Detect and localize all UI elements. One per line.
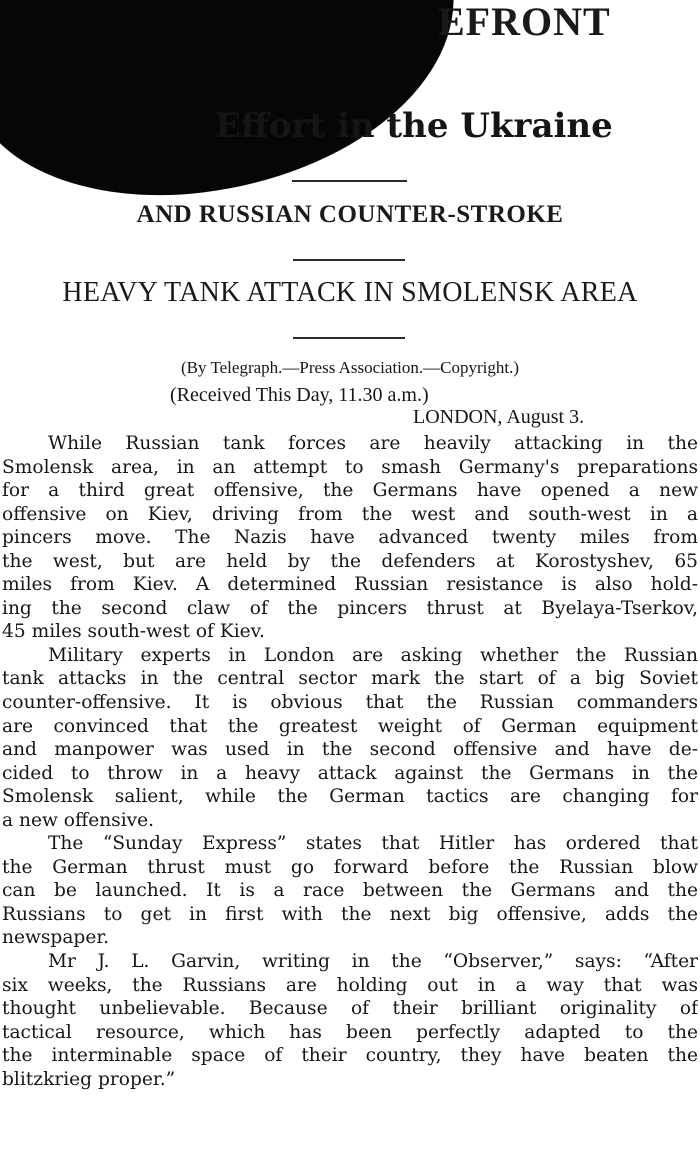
body-line: Military experts in London are asking whether the Russian — [48, 644, 698, 666]
body-line: Russians to get in first with the next big offensive, adds the — [2, 903, 698, 925]
article-body — [2, 432, 698, 1091]
body-line: counter-offensive. It is obvious that the Russian commanders — [2, 692, 698, 714]
headline-ukraine: Effort in the Ukraine — [215, 106, 613, 146]
body-line: thought unbelievable. Because of their brilliant originality of — [2, 998, 698, 1020]
body-line: offensive on Kiev, driving from the west and south-west in a — [2, 503, 698, 525]
body-line: newspaper. — [2, 927, 110, 949]
body-line: While Russian tank forces are heavily attacking in the — [48, 433, 698, 454]
body-line: Mr J. L. Garvin, writing in the “Observer,” says: “After — [48, 951, 698, 973]
body-line: the German thrust must go forward before the Russian blow — [2, 856, 698, 878]
deck-counter-stroke: AND RUSSIAN COUNTER-STROKE — [136, 201, 564, 228]
body-line: a new offensive. — [2, 809, 155, 831]
body-line: the interminable space of their country, they have beaten the — [2, 1045, 698, 1067]
body-line: ing the second claw of the pincers thrust at Byelaya-Tserkov, — [2, 597, 698, 619]
body-line: tactical resource, which has been perfectly adapted to the — [2, 1021, 698, 1043]
headline-front-fragment: EFRONT — [438, 0, 611, 44]
divider-rule — [293, 259, 405, 261]
body-line: cided to throw in a heavy attack against the Germans in the — [2, 762, 698, 784]
body-line: for a third great offensive, the Germans have opened a new — [2, 480, 698, 502]
body-line: Smolensk area, in an attempt to smash Germany's preparations — [2, 456, 698, 478]
body-line: can be launched. It is a race between the Germans and the — [2, 880, 698, 902]
press-credit: (By Telegraph.—Press Association.—Copyright.) — [181, 358, 519, 377]
body-line: The “Sunday Express” states that Hitler has ordered that — [48, 833, 698, 855]
body-line: 45 miles south-west of Kiev. — [2, 621, 265, 643]
divider-rule — [292, 180, 407, 182]
body-line: Smolensk salient, while the German tactics are changing for — [2, 786, 698, 808]
body-line: six weeks, the Russians are holding out in a way that was — [2, 974, 698, 996]
body-line: blitzkrieg proper.” — [2, 1068, 176, 1090]
received-time: (Received This Day, 11.30 a.m.) — [170, 384, 429, 406]
body-line: pincers move. The Nazis have advanced twenty miles from — [2, 527, 698, 549]
deck-tank-attack: HEAVY TANK ATTACK IN SMOLENSK AREA — [62, 277, 638, 308]
body-line: the west, but are held by the defenders at Korostyshev, 65 — [2, 550, 698, 572]
body-line: miles from Kiev. A determined Russian resistance is also hold- — [2, 574, 698, 596]
dateline: LONDON, August 3. — [413, 406, 585, 428]
divider-rule — [293, 337, 405, 339]
body-line: are convinced that the greatest weight of German equipment — [2, 715, 698, 737]
body-line: and manpower was used in the second offensive and have de- — [2, 739, 698, 761]
body-line: tank attacks in the central sector mark the start of a big Soviet — [2, 668, 698, 690]
